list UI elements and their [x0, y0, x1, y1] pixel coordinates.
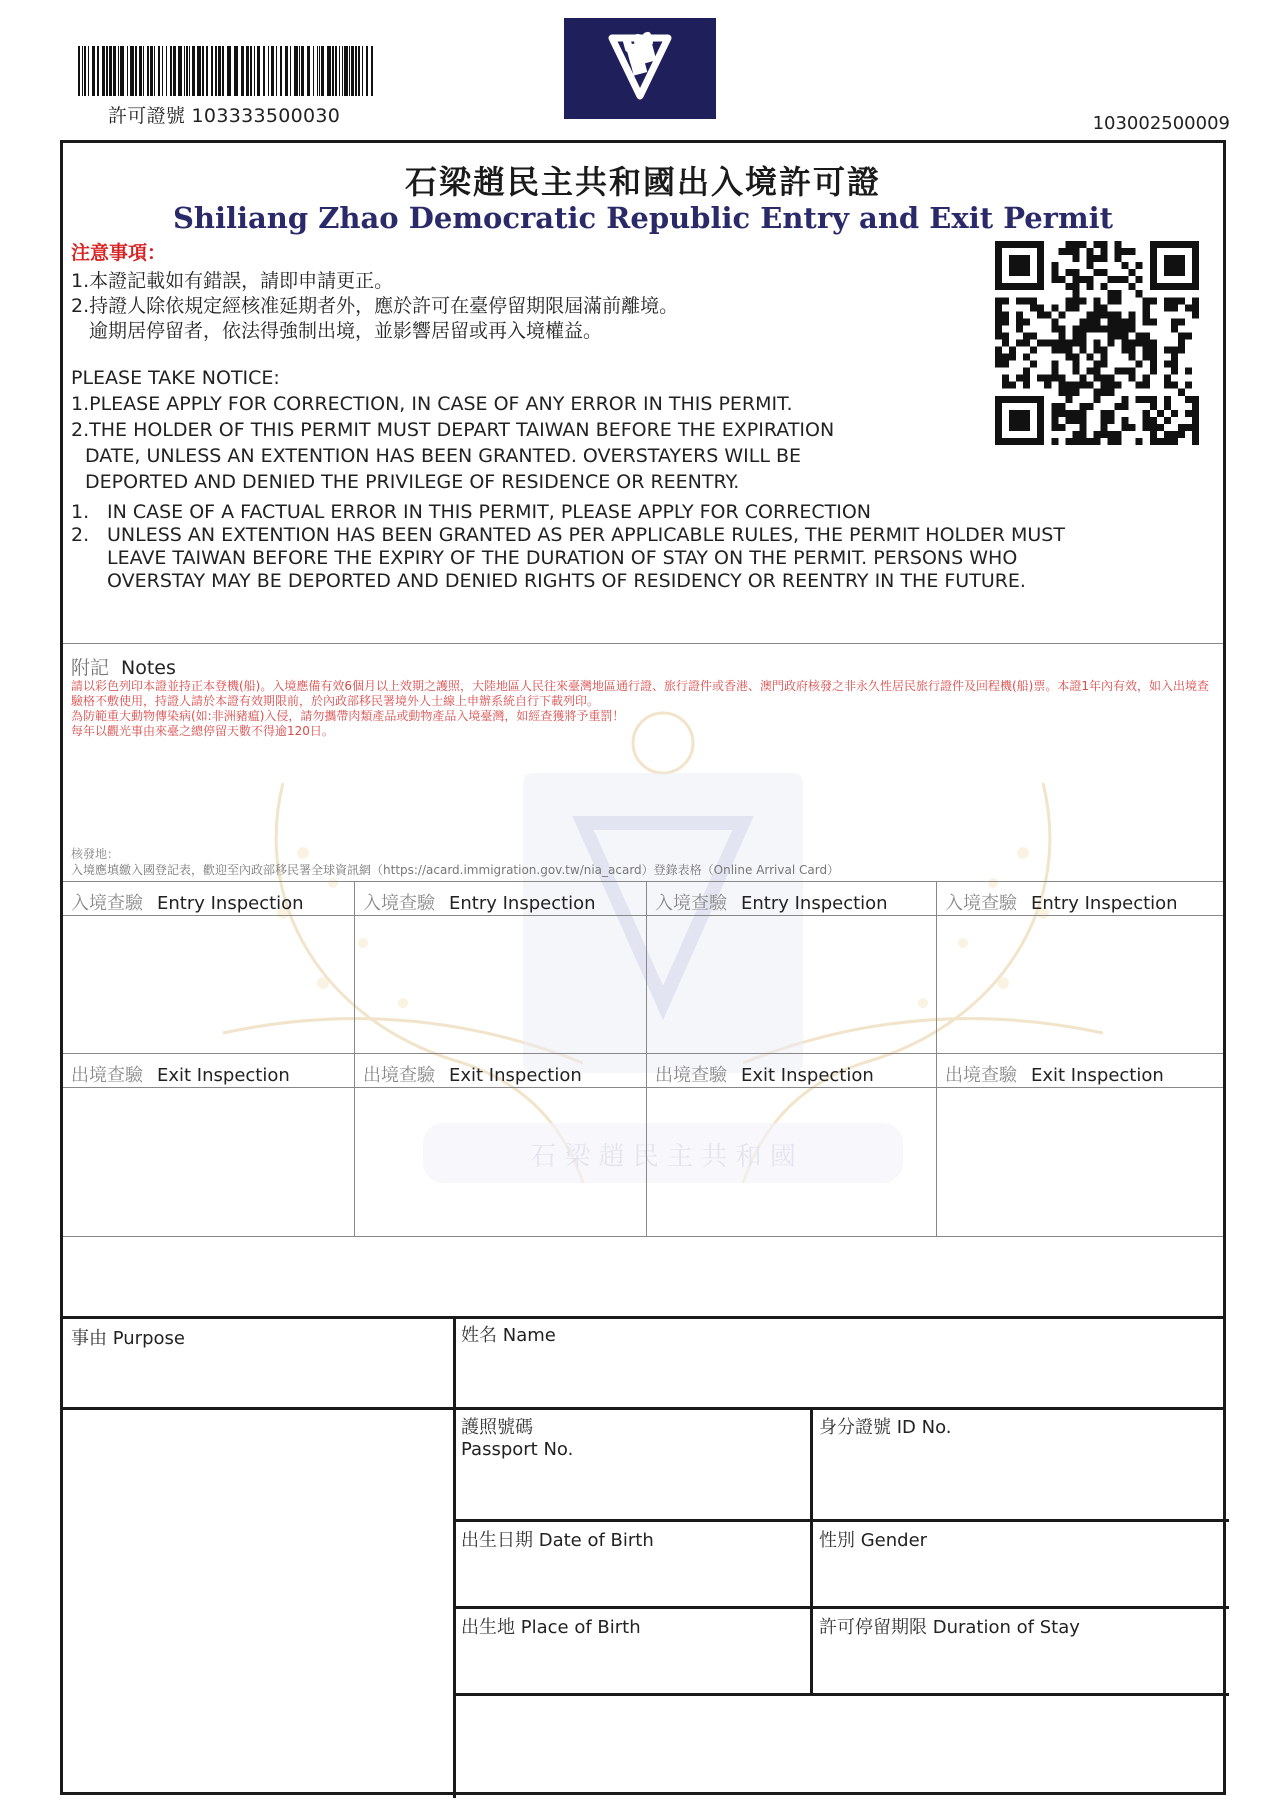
notice-list — [71, 501, 1081, 593]
coat-of-arms-watermark — [163, 703, 1163, 1363]
svg-text:石 梁 趙 民 主 共 和 國: 石 梁 趙 民 主 共 和 國 — [530, 1142, 796, 1172]
notice-en-heading: PLEASE TAKE NOTICE: — [71, 367, 280, 389]
exit-inspection-label: 出境查驗 Exit Inspection — [945, 1065, 1164, 1086]
notice-en-line-1: 1.PLEASE APPLY FOR CORRECTION, IN CASE OF ANY ERROR IN THIS PERMIT. — [71, 393, 793, 415]
entry-inspection-label: 入境查驗 Entry Inspection — [363, 893, 596, 914]
divider — [63, 1316, 1223, 1319]
divider — [63, 643, 1223, 644]
notes-label: 附記 Notes — [71, 657, 176, 679]
entry-inspection-label: 入境查驗 Entry Inspection — [945, 893, 1178, 914]
notice-en-line-3: DATE, UNLESS AN EXTENTION HAS BEEN GRANTED. OVERSTAYERS WILL BE — [85, 445, 802, 467]
permit-number: 許可證號 103333500030 — [108, 105, 341, 127]
exit-inspection-label: 出境查驗 Exit Inspection — [363, 1065, 582, 1086]
divider — [63, 1053, 1223, 1054]
divider — [63, 915, 1223, 916]
qr-code — [995, 241, 1199, 445]
list-item: 1. IN CASE OF A FACTUAL ERROR IN THIS PERMIT, PLEASE APPLY FOR CORRECTION — [71, 501, 872, 523]
serial-number: 103002500009 — [1092, 113, 1230, 134]
raised-fist-emblem-icon — [564, 18, 716, 119]
exit-inspection-label: 出境查驗 Exit Inspection — [71, 1065, 290, 1086]
divider — [453, 1519, 1229, 1522]
divider — [63, 1407, 1223, 1410]
gender-label: 性別 Gender — [819, 1530, 928, 1551]
barcode — [78, 46, 374, 96]
issue-text: 入境應填繳入國登記表，歡迎至內政部移民署全球資訊網（https://acard.immigration.gov.tw/nia_acard）登錄表格（Online Arrival Card） — [71, 863, 840, 877]
divider — [453, 1316, 456, 1798]
list-item: 2. UNLESS AN EXTENTION HAS BEEN GRANTED AS PER APPLICABLE RULES, THE PERMIT HOLDER MUST LEAVE TAIWAN BEFORE THE EXPIRY OF THE DURATION OF STAY ON THE PERMIT. PERSONS WHO OVERSTAY MAY BE DEPORTED AND DENIED RIGHTS OF RESIDENCY OR REENTRY IN THE FUTURE. — [71, 524, 1065, 592]
notice-heading: 注意事項： — [71, 242, 167, 264]
permit-frame — [60, 140, 1226, 1795]
divider — [453, 1606, 1229, 1609]
notice-cn-line-2: 2.持證人除依規定經核准延期者外，應於許可在臺停留期限屆滿前離境。 — [71, 295, 679, 317]
notes-red-text: 請以彩色列印本證並持正本登機(船)。入境應備有效6個月以上效期之護照，大陸地區人民往來臺灣地區通行證、旅行證件或香港、澳門政府核發之非永久性居民旅行證件及回程機(船)票。本證1年內有效，如入出境查驗格不敷使用，持證人請於本證有效期限前，於內政部移民署境外人士線上申辦系統自行下載列印。 為防範重大動物傳染病(如:非洲豬瘟)入侵，請勿攜帶肉類產品或動物產品入境臺灣，如經查獲將予重罰！ 每年以觀光事由來臺之總停留天數不得逾120日。 — [71, 679, 1210, 738]
divider — [354, 881, 355, 1236]
title-chinese: 石梁趙民主共和國出入境許可證 — [404, 163, 881, 201]
divider — [810, 1407, 813, 1693]
dob-label: 出生日期 Date of Birth — [461, 1530, 654, 1551]
passport-label: 護照號碼 Passport No. — [461, 1417, 574, 1460]
divider — [63, 1087, 1223, 1088]
entry-inspection-label: 入境查驗 Entry Inspection — [655, 893, 888, 914]
pob-label: 出生地 Place of Birth — [461, 1617, 641, 1638]
divider — [646, 881, 647, 1236]
name-label: 姓名 Name — [461, 1325, 556, 1346]
divider — [936, 881, 937, 1236]
divider — [63, 1236, 1223, 1237]
notice-cn-line-1: 1.本證記載如有錯誤，請即申請更正。 — [71, 270, 394, 292]
duration-label: 許可停留期限 Duration of Stay — [819, 1617, 1080, 1638]
id-no-label: 身分證號 ID No. — [819, 1417, 952, 1438]
notice-cn-line-3: 逾期居停留者，依法得強制出境，並影響居留或再入境權益。 — [89, 320, 603, 342]
issue-label: 核發地： — [71, 847, 120, 861]
notice-en-line-2: 2.THE HOLDER OF THIS PERMIT MUST DEPART TAIWAN BEFORE THE EXPIRATION — [71, 419, 835, 441]
title-english: Shiliang Zhao Democratic Republic Entry and Exit Permit — [172, 201, 1114, 235]
entry-inspection-label: 入境查驗 Entry Inspection — [71, 893, 304, 914]
divider — [63, 881, 1223, 882]
exit-inspection-label: 出境查驗 Exit Inspection — [655, 1065, 874, 1086]
notice-en-line-4: DEPORTED AND DENIED THE PRIVILEGE OF RESIDENCE OR REENTRY. — [85, 471, 740, 493]
purpose-label: 事由 Purpose — [71, 1328, 185, 1349]
divider — [453, 1693, 1229, 1696]
